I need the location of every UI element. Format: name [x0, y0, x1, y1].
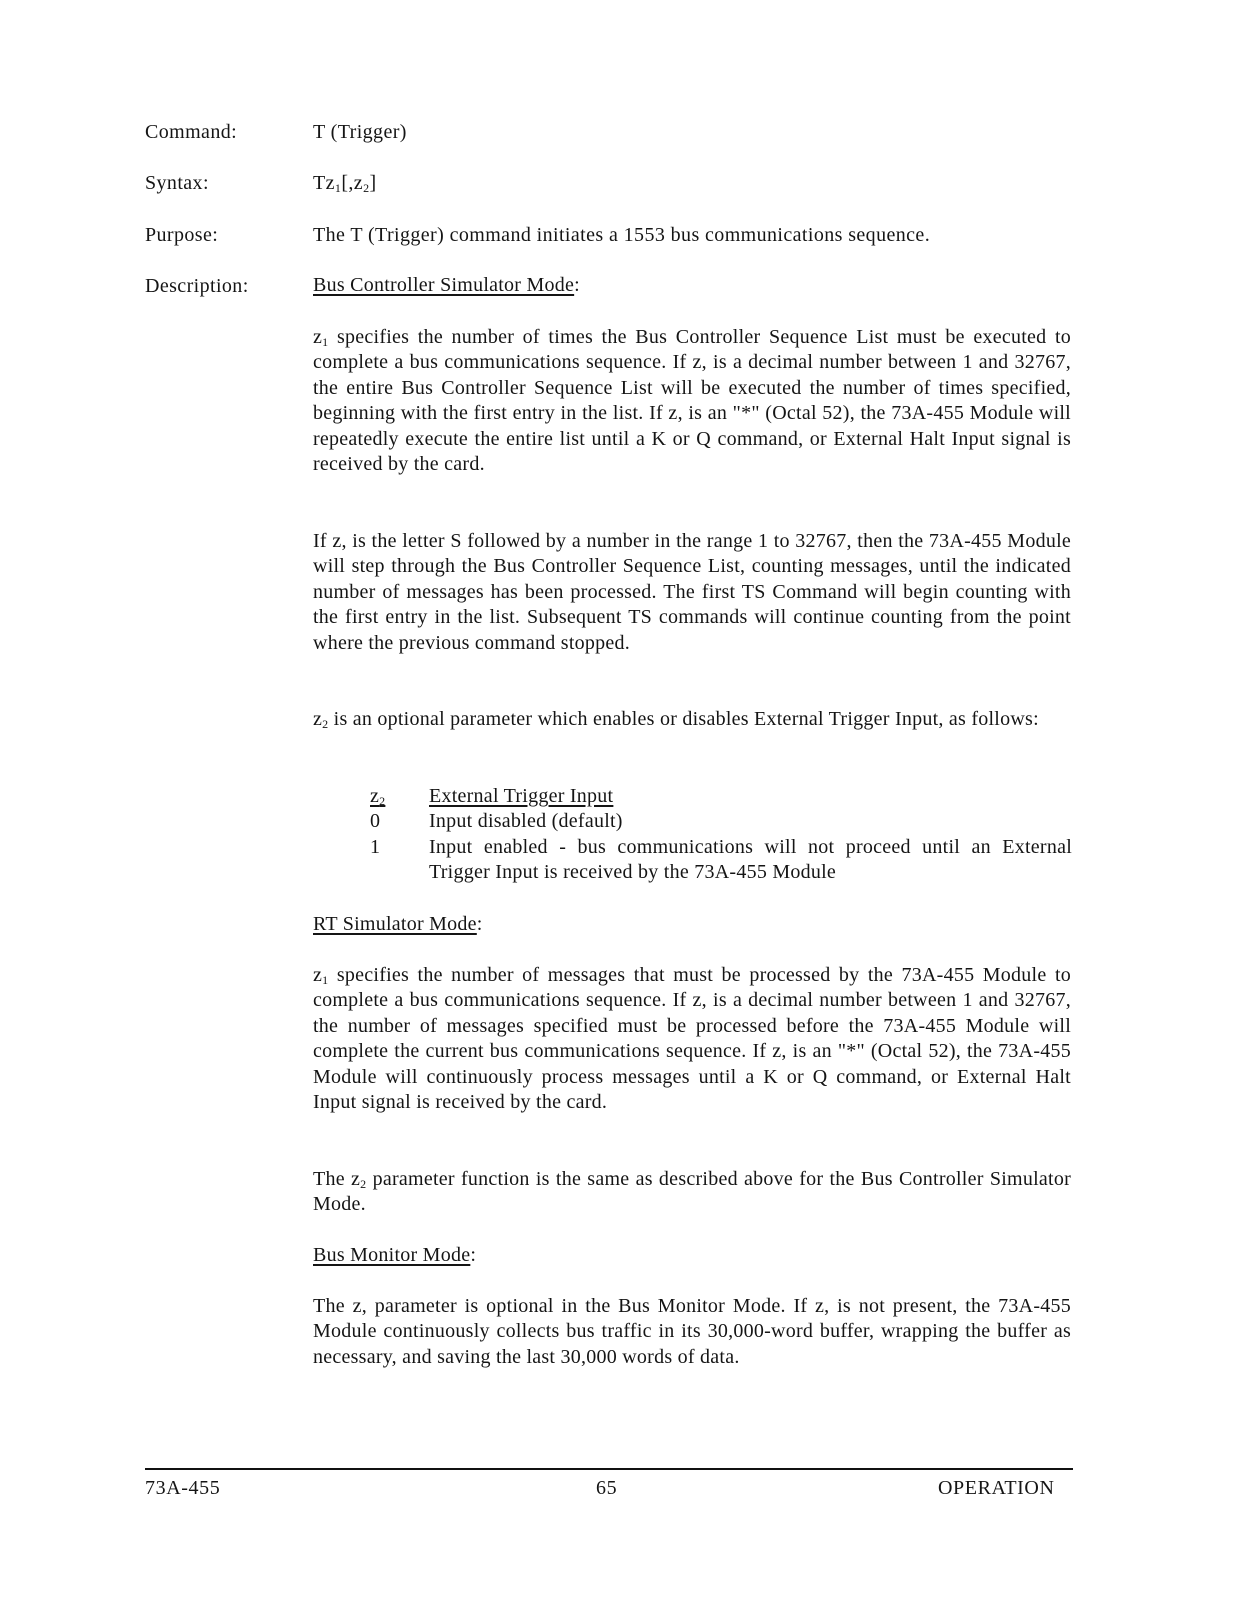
rt-mode-para-2: The $z_2$ parameter function is the same as described above for the Bus Controller Simulator Mode.: [313, 1168, 1071, 1216]
syntax-label: Syntax:: [145, 172, 209, 194]
command-value: T (Trigger): [313, 121, 407, 143]
z2-row-key: 1: [370, 835, 381, 858]
bc-mode-para-3: $z_2$ is an optional parameter which enables or disables External Trigger Input, as follows:: [313, 708, 1039, 731]
description-label: Description:: [145, 275, 249, 297]
command-label: Command:: [145, 121, 238, 143]
syntax-value: $Tz_1[,z_2]$: [313, 172, 377, 195]
z2-value-header: External Trigger Input: [429, 785, 614, 807]
z2-row-value: Input disabled (default): [429, 810, 623, 833]
rt-mode-para-1: $z_1$ specifies the number of messages that must be processed by the 73A-455 Module to complete a bus communications sequence. If z, is a decimal number between 1 and 32767, the number of messages specified must be processed before the 73A-455 Module will complete the current bus communications sequence. If z, is an "*" (Octal 52), the 73A-455 Module will continuously process messages until a K or Q command, or External Halt Input signal is received by the card.: [313, 964, 1071, 1114]
z2-row-value: Input enabled - bus communications will not proceed until an External Trigger Input is received by the 73A-455 Module: [429, 835, 1072, 884]
bm-mode-para-1: The z, parameter is optional in the Bus Monitor Mode. If z, is not present, the 73A-455 Module continuously collects bus traffic in its 30,000-word buffer, wrapping the buffer as necessary, and saving the last 30,000 words of data.: [313, 1295, 1071, 1368]
bc-para-1-text: specifies the number of times the Bus Controller Sequence List must be executed to complete a bus communications sequence. If z, is a decimal number between 1 and 32767, the entire Bus Controller Sequence List will be executed the number of times specified, beginning with the first entry in the list. If z, is an "*" (Octal 52), the 73A-455 Module will repeatedly execute the entire list until a K or Q command, or External Halt Input signal is received by the card.: [313, 326, 1072, 476]
footer-rule: [145, 1468, 1073, 1470]
rt-para-1-text: specifies the number of messages that must be processed by the 73A-455 Module to complete a bus communications sequence. If z, is a decimal number between 1 and 32767, the number of messages specified must be processed before the 73A-455 Module will complete the current bus communications sequence. If z, is an "*" (Octal 52), the 73A-455 Module will continuously process messages until a K or Q command, or External Halt Input signal is received by the card.: [313, 964, 1071, 1114]
z2-table-row: [370, 809, 1072, 834]
bc-mode-heading: Bus Controller Simulator Mode:: [313, 274, 580, 296]
purpose-label: Purpose:: [145, 224, 219, 246]
footer-doc-id: 73A-455: [145, 1477, 221, 1499]
bc-para-3-text: is an optional parameter which enables or disables External Trigger Input, as follows:: [333, 708, 1039, 730]
rt-mode-heading: RT Simulator Mode:: [313, 913, 483, 935]
bc-mode-para-1: $z_1$ specifies the number of times the Bus Controller Sequence List must be executed to complete a bus communications sequence. If z, is a decimal number between 1 and 32767, the entire Bus Controller Sequence List will be executed the number of times specified, beginning with the first entry in the list. If z, is an "*" (Octal 52), the 73A-455 Module will repeatedly execute the entire list until a K or Q command, or External Halt Input signal is received by the card.: [313, 326, 1072, 476]
rt-para-2-text: parameter function is the same as described above for the Bus Controller Simulator Mode.: [313, 1168, 1071, 1216]
z2-table-row: [370, 835, 1072, 886]
purpose-value: The T (Trigger) command initiates a 1553 bus communications sequence.: [313, 224, 931, 246]
z2-column-header: $z_2$: [370, 785, 386, 808]
footer-section: OPERATION: [938, 1477, 1055, 1499]
z2-table: [370, 784, 1072, 886]
z2-row-key: 0: [370, 810, 381, 833]
bm-mode-heading: Bus Monitor Mode:: [313, 1244, 477, 1266]
bc-mode-para-2: If z, is the letter S followed by a number in the range 1 to 32767, then the 73A-455 Module will step through the Bus Controller Sequence List, counting messages, until the indicated number of messages has been processed. The first TS Command will begin counting with the first entry in the list. Subsequent TS commands will continue counting from the point where the previous command stopped.: [313, 530, 1071, 654]
footer-page-number: 65: [596, 1477, 618, 1499]
z2-table-header: [370, 784, 1072, 809]
